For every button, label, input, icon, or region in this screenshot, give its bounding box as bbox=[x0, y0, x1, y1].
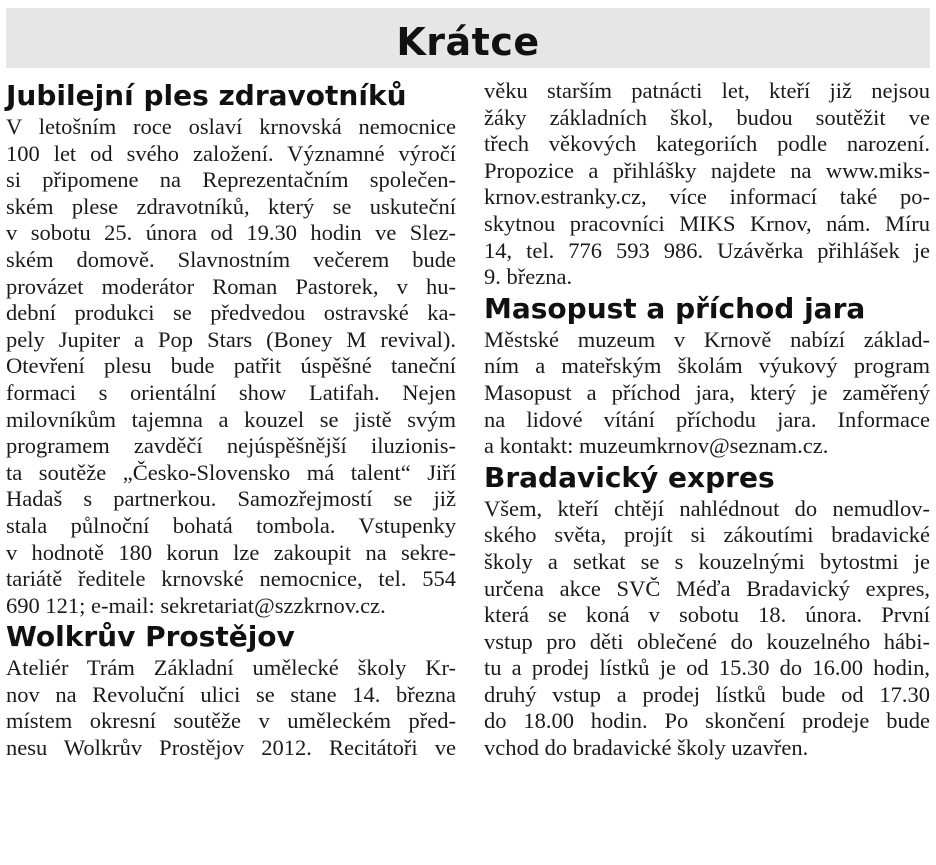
text-line: 100 let od svého založení. Významné výročí bbox=[6, 140, 456, 166]
text-line: která se koná v sobotu 18. února. První bbox=[484, 602, 930, 628]
text-line: pely Jupiter a Pop Stars (Boney M revival). bbox=[6, 326, 456, 352]
text-line: nesu Wolkrův Prostějov 2012. Recitátoři ve bbox=[6, 735, 456, 761]
text-line: třech věkových kategoriích podle narození. bbox=[484, 131, 930, 157]
left-column bbox=[6, 78, 456, 762]
text-line: tariátě ředitele krnovské nemocnice, tel. 554 bbox=[6, 566, 456, 592]
text-line: do 18.00 hodin. Po skončení prodeje bude bbox=[484, 708, 930, 734]
text-line: v sobotu 25. února od 19.30 hodin ve Slez- bbox=[6, 220, 456, 246]
text-line: vstup pro děti oblečené do kouzelného hábi- bbox=[484, 628, 930, 654]
article-wolkruv-prostejov bbox=[6, 619, 456, 761]
text-line: v hodnotě 180 korun lze zakoupit na sekre- bbox=[6, 539, 456, 565]
text-line: určena akce SVČ Méďa Bradavický expres, bbox=[484, 575, 930, 601]
article-masopust bbox=[484, 291, 930, 460]
text-line: tu a prodej lístků je od 15.30 do 16.00 hodin, bbox=[484, 655, 930, 681]
text-line: 9. března. bbox=[484, 264, 573, 290]
text-line: ském domově. Slavnostním večerem bude bbox=[6, 246, 456, 272]
text-line: druhý vstup a prodej lístků bude od 17.30 bbox=[484, 681, 930, 707]
text-line: místem okresní soutěže v uměleckém před- bbox=[6, 708, 456, 734]
section-banner bbox=[6, 8, 930, 68]
text-line: Všem, kteří chtějí nahlédnout do nemudlov- bbox=[484, 495, 930, 521]
text-line: ském plese zdravotníků, který se uskuteční bbox=[6, 193, 456, 219]
text-line: školy a setkat se s kouzelnými bytostmi je bbox=[484, 548, 930, 574]
text-line: milovníkům tajemna a kouzel se jistě svým bbox=[6, 406, 456, 432]
article-body bbox=[484, 327, 930, 460]
text-line: krnov.estranky.cz, více informací také po- bbox=[484, 184, 930, 210]
text-line: Otevření plesu bude patřit úspěšné taneční bbox=[6, 353, 456, 379]
article-headline: Jubilejní ples zdravotníků bbox=[6, 79, 407, 112]
text-line: skytnou pracovníci MIKS Krnov, nám. Míru bbox=[484, 210, 930, 236]
article-body-continued bbox=[484, 78, 930, 291]
right-column bbox=[484, 78, 930, 762]
text-line: na lidové vítání příchodu jara. Informace bbox=[484, 406, 930, 432]
text-line: 690 121; e-mail: sekretariat@szzkrnov.cz. bbox=[6, 592, 386, 618]
text-line: Hadaš s partnerkou. Samozřejmostí se již bbox=[6, 486, 456, 512]
article-body bbox=[6, 114, 456, 619]
text-line: formaci s orientální show Latifah. Nejen bbox=[6, 379, 456, 405]
article-body bbox=[484, 496, 930, 762]
text-line: dební produkci se předvedou ostravské ka- bbox=[6, 300, 456, 326]
article-jubilejni-ples bbox=[6, 78, 456, 619]
text-line: ta soutěže „Česko-Slovensko má talent“ Jiří bbox=[6, 459, 456, 485]
text-line: ním a mateřským školám výukový program bbox=[484, 353, 930, 379]
text-line: provázet moderátor Roman Pastorek, v hu- bbox=[6, 273, 456, 299]
text-line: věku starším patnácti let, kteří již nejsou bbox=[484, 78, 930, 103]
article-bradavicky-expres bbox=[484, 460, 930, 762]
article-headline: Bradavický expres bbox=[484, 460, 775, 494]
article-headline: Masopust a příchod jara bbox=[484, 291, 866, 325]
text-line: Masopust a příchod jara, který je zaměřený bbox=[484, 379, 930, 405]
article-headline: Wolkrův Prostějov bbox=[6, 620, 295, 654]
text-line: vchod do bradavické školy uzavřen. bbox=[484, 735, 809, 761]
text-line: V letošním roce oslaví krnovská nemocnice bbox=[6, 114, 456, 139]
text-line: žáky základních škol, budou soutěžit ve bbox=[484, 104, 930, 130]
article-body bbox=[6, 655, 456, 761]
section-title: Krátce bbox=[396, 20, 540, 64]
text-line: stala půlnoční bohatá tombola. Vstupenky bbox=[6, 512, 456, 538]
text-line: Městské muzeum v Krnově nabízí základ- bbox=[484, 326, 930, 352]
text-line: ského světa, projít si zákoutími bradavické bbox=[484, 522, 930, 548]
text-line: si připomene na Reprezentačním společen- bbox=[6, 167, 456, 193]
article-wolkruv-prostejov-continued bbox=[484, 78, 930, 291]
text-line: 14, tel. 776 593 986. Uzávěrka přihlášek je bbox=[484, 237, 930, 263]
text-line: Propozice a přihlášky najdete na www.miks- bbox=[484, 157, 930, 183]
text-line: programem zavděčí nejúspěšnější iluzionis- bbox=[6, 433, 456, 459]
text-line: a kontakt: muzeumkrnov@seznam.cz. bbox=[484, 433, 829, 459]
text-line: nov na Revoluční ulici se stane 14. března bbox=[6, 681, 456, 707]
text-line: Ateliér Trám Základní umělecké školy Kr- bbox=[6, 655, 456, 681]
